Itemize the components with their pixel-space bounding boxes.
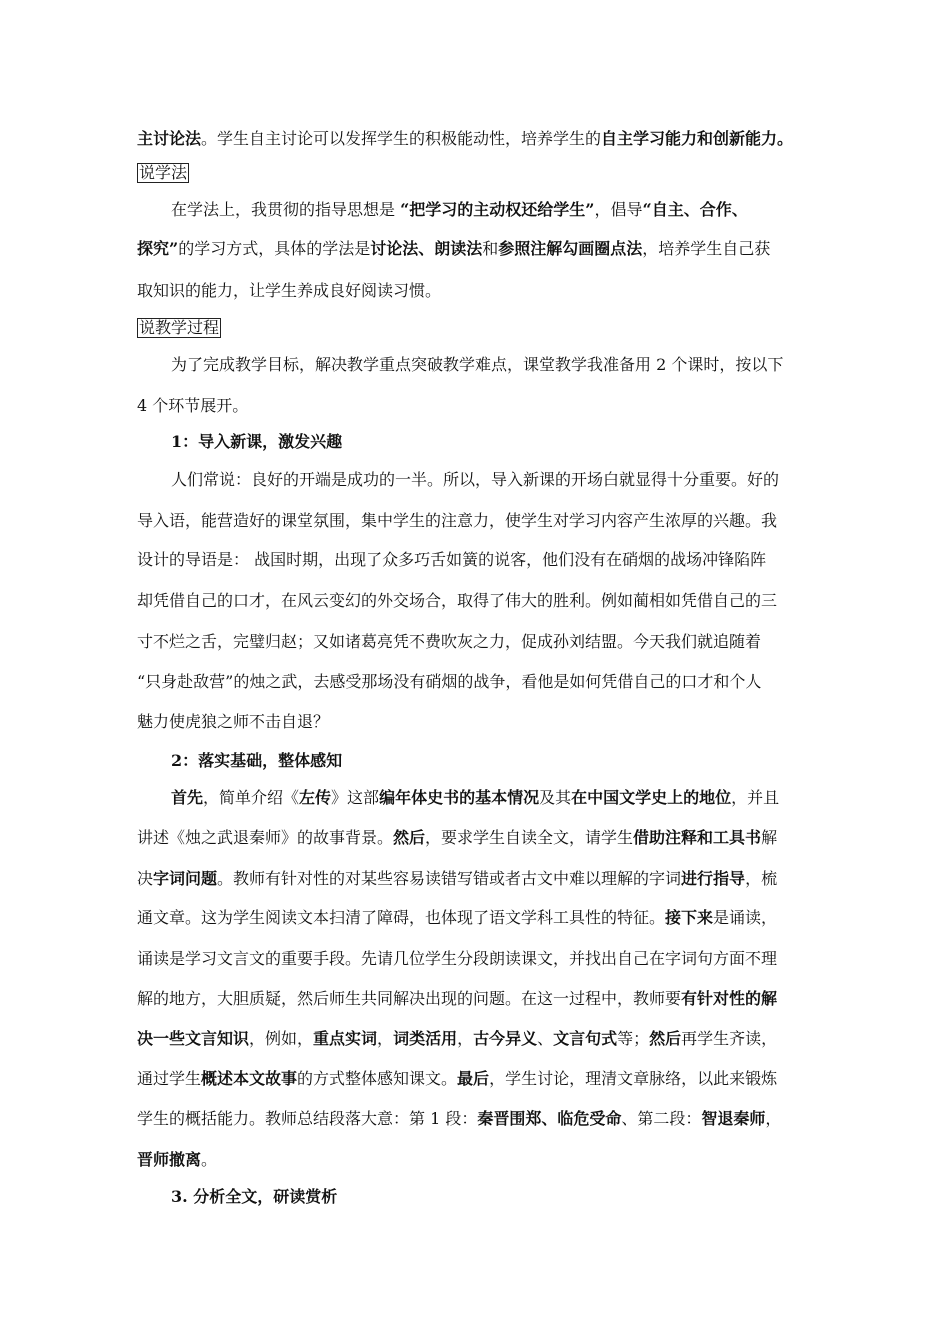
line-15 [137,671,817,693]
text-run: 和 [482,239,499,258]
line-8 [137,395,817,417]
line-21 [137,907,817,929]
text-run: ， [765,1109,782,1128]
line-22 [137,948,817,970]
line-11 [137,510,817,532]
bold-text: 3. 分析全文，研读赏析 [171,1187,338,1206]
bold-text: 概述本文故事 [201,1069,298,1088]
bold-text: 决一些文言知识 [137,1029,250,1048]
line-12 [137,549,817,571]
line-13 [137,590,817,612]
bold-text: 参照注解勾画圈点法 [498,239,643,258]
line-23 [137,988,817,1010]
text-run: 4 个环节展开。 [137,396,249,415]
text-run: 讲述《烛之武退秦师》的故事背景。 [137,828,394,847]
text-run: ，简单介绍《 [203,788,300,807]
bold-text: 然后 [393,828,426,847]
bold-text: 编年体史书的基本情况 [379,788,540,807]
text-run: 。教师有针对性的对某些容易读错写错或者古文中难以理解的字词 [217,869,682,888]
line-16 [137,711,817,733]
bold-text: 然后 [649,1029,682,1048]
text-run: 却凭借自己的口才，在风云变幻的外交场合，取得了伟大的胜利。例如蔺相如凭借自己的三 [137,591,778,610]
bold-text: 探究” [137,239,179,258]
line-5 [137,280,817,302]
text-run: 通过学生 [137,1069,202,1088]
boxed-heading: 说教学过程 [139,318,220,337]
bold-text: 接下来 [665,908,714,927]
text-run: ，梳 [745,869,778,888]
heading-teaching-process [137,317,817,339]
bold-text: 进行指导 [681,869,746,888]
bold-text: 重点实词 [313,1029,378,1048]
text-run: 学生的概括能力。教师总结段落大意：第 1 段： [137,1109,478,1128]
bold-text: 词类活用 [393,1029,458,1048]
line-20 [137,868,817,890]
line-7 [171,354,817,376]
line-14 [137,631,817,653]
line-25 [137,1068,817,1090]
bold-text: 左传 [299,788,332,807]
line-19 [137,827,817,849]
text-run: 、 [537,1029,554,1048]
bold-text: 首先 [171,788,204,807]
line-10 [171,469,817,491]
text-run: 。学生自主讨论可以发挥学生的积极能动性，培养学生的 [201,129,602,148]
text-run: 再学生齐读， [681,1029,778,1048]
text-run: ， [377,1029,394,1048]
bold-text: 在中国文学史上的地位 [571,788,732,807]
bold-text: “自主、合作、 [642,200,748,219]
text-run: 等； [617,1029,650,1048]
bold-text: 古今异义 [473,1029,538,1048]
section-3-title [171,1186,817,1208]
text-run: 是诵读， [713,908,778,927]
text-run: 导入语，能营造好的课堂氛围，集中学生的注意力，使学生对学习内容产生浓厚的兴趣。我 [137,511,778,530]
bold-text: 智退秦师 [701,1109,766,1128]
bold-text: 借助注释和工具书 [633,828,762,847]
text-run: 人们常说：良好的开端是成功的一半。所以，导入新课的开场白就显得十分重要。好的 [171,470,780,489]
heading-study-method [137,162,817,184]
text-run: ， [457,1029,474,1048]
text-run: ，并且 [731,788,780,807]
text-run: 通文章。这为学生阅读文本扫清了障碍，也体现了语文学科工具性的特征。 [137,908,666,927]
line-26 [137,1108,817,1130]
bold-text: 晋师撤离 [137,1150,202,1169]
text-run: 的学习方式，具体的学法是 [178,239,371,258]
line-18 [171,787,817,809]
text-run: 的方式整体感知课文。 [297,1069,458,1088]
text-run: 》这部 [331,788,380,807]
text-run: 决 [137,869,154,888]
section-1-title [171,431,817,453]
bold-text: 自主学习能力和创新能力。 [601,129,794,148]
line-27 [137,1149,817,1171]
bold-text: 1：导入新课，激发兴趣 [171,432,343,451]
bold-text: 秦晋围郑、临危受命 [477,1109,622,1128]
bold-text: 2：落实基础，整体感知 [171,751,343,770]
bold-text: 字词问题 [153,869,218,888]
text-run: 魅力使虎狼之师不击自退？ [137,712,330,731]
text-run: 设计的导语是： 战国时期，出现了众多巧舌如簧的说客，他们没有在硝烟的战场冲锋陷阵 [137,550,767,569]
line-24 [137,1028,817,1050]
line-3 [171,199,817,221]
text-run: ，培养学生自己获 [642,239,771,258]
boxed-heading: 说学法 [139,163,188,182]
text-run: 诵读是学习文言文的重要手段。先请几位学生分段朗读课文，并找出自己在字词句方面不理 [137,949,778,968]
text-run: 在学法上，我贯彻的指导思想是 [171,200,401,219]
section-2-title [171,750,817,772]
text-run: 及其 [539,788,572,807]
bold-text: “把学习的主动权还给学生” [400,200,595,219]
line-4 [137,238,817,260]
line-1 [137,128,817,150]
text-run: 寸不烂之舌，完璧归赵；又如诸葛亮凭不费吹灰之力，促成孙刘结盟。今天我们就追随着 [137,632,762,651]
text-run: 解 [761,828,778,847]
text-run: 。 [201,1150,218,1169]
text-run: ，学生讨论，理清文章脉络，以此来锻炼 [489,1069,778,1088]
text-run: ，例如， [249,1029,314,1048]
text-run: 、第二段： [621,1109,702,1128]
bold-text: 文言句式 [553,1029,618,1048]
bold-text: 最后 [457,1069,490,1088]
bold-text: 讨论法、朗读法 [370,239,483,258]
text-run: 为了完成教学目标，解决教学重点突破教学难点，课堂教学我准备用 2 个课时，按以下 [171,355,784,374]
text-run: 解的地方，大胆质疑，然后师生共同解决出现的问题。在这一过程中，教师要 [137,989,682,1008]
text-run: ，要求学生自读全文，请学生 [425,828,634,847]
bold-text: 主讨论法 [137,129,202,148]
text-run: “只身赴敌营”的烛之武，去感受那场没有硝烟的战争，看他是如何凭借自己的口才和个人 [137,672,762,691]
text-run: ，倡导 [594,200,643,219]
text-run: 取知识的能力，让学生养成良好阅读习惯。 [137,281,442,300]
bold-text: 有针对性的解 [681,989,778,1008]
